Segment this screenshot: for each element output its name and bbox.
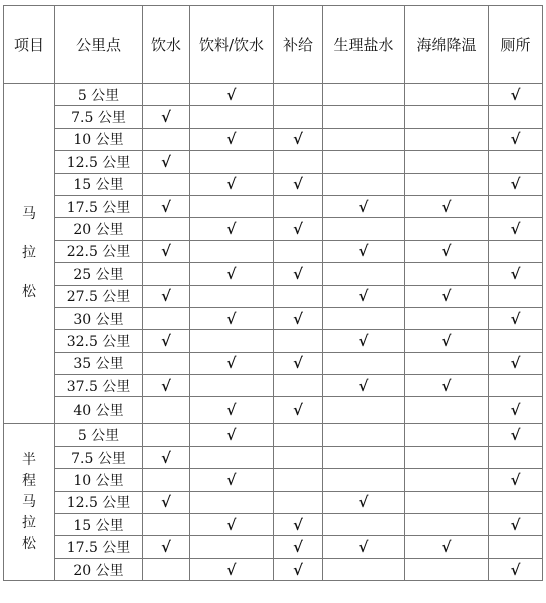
check-mark-icon: √ [161, 331, 171, 350]
water-cell [143, 240, 190, 262]
water-cell [143, 285, 190, 307]
saline-cell [323, 446, 405, 468]
toilet-cell [489, 375, 543, 397]
check-mark-icon: √ [510, 264, 521, 283]
sponge-cooling-cell [405, 424, 489, 446]
header-sponge-cooling: 海绵降温 [405, 6, 489, 84]
water-cell [143, 469, 190, 491]
saline-cell [323, 106, 405, 128]
sponge-cooling-cell [405, 375, 489, 397]
section-label-text: 马 拉 松 [22, 206, 36, 301]
km-point-cell: 20 公里 [55, 218, 143, 240]
saline-cell [323, 424, 405, 446]
sponge-cooling-cell [405, 446, 489, 468]
km-point-cell: 22.5 公里 [55, 240, 143, 262]
drinks-water-cell [190, 375, 274, 397]
header-supply: 补给 [274, 6, 323, 84]
check-mark-icon: √ [226, 515, 237, 534]
check-mark-icon: √ [293, 175, 303, 194]
km-point-cell: 37.5 公里 [55, 375, 143, 397]
check-mark-icon: √ [293, 264, 303, 283]
supply-cell [274, 173, 323, 195]
check-mark-icon: √ [510, 220, 521, 239]
check-mark-icon: √ [161, 287, 171, 306]
km-point-cell: 10 公里 [55, 128, 143, 150]
check-mark-icon: √ [510, 426, 521, 445]
drinks-water-cell [190, 536, 274, 558]
drinks-water-cell [190, 240, 274, 262]
drinks-water-cell [190, 128, 274, 150]
water-cell [143, 352, 190, 374]
table-row [4, 558, 543, 580]
table-row [4, 469, 543, 491]
check-mark-icon: √ [293, 354, 303, 373]
sponge-cooling-cell [405, 469, 489, 491]
sponge-cooling-cell [405, 558, 489, 580]
saline-cell [323, 218, 405, 240]
drinks-water-cell [190, 173, 274, 195]
check-mark-icon: √ [510, 354, 521, 373]
km-point-cell: 32.5 公里 [55, 330, 143, 352]
supply-cell [274, 375, 323, 397]
km-point-cell: 5 公里 [55, 84, 143, 106]
drinks-water-cell [190, 397, 274, 424]
drinks-water-cell [190, 330, 274, 352]
toilet-cell [489, 240, 543, 262]
header-saline: 生理盐水 [323, 6, 405, 84]
toilet-cell [489, 514, 543, 536]
header-drinks-water: 饮料/饮水 [190, 6, 274, 84]
water-cell [143, 514, 190, 536]
water-cell [143, 151, 190, 173]
sponge-cooling-cell [405, 514, 489, 536]
km-point-cell: 7.5 公里 [55, 446, 143, 468]
drinks-water-cell [190, 558, 274, 580]
check-mark-icon: √ [293, 309, 303, 328]
supply-cell [274, 195, 323, 217]
drinks-water-cell [190, 263, 274, 285]
toilet-cell [489, 469, 543, 491]
water-cell [143, 446, 190, 468]
water-cell [143, 218, 190, 240]
drinks-water-cell [190, 491, 274, 513]
sponge-cooling-cell [405, 285, 489, 307]
check-mark-icon: √ [226, 220, 237, 239]
check-mark-icon: √ [441, 197, 452, 216]
supply-cell [274, 307, 323, 329]
toilet-cell [489, 307, 543, 329]
km-point-cell: 10 公里 [55, 469, 143, 491]
water-cell [143, 195, 190, 217]
sponge-cooling-cell [405, 330, 489, 352]
table-row [4, 195, 543, 217]
water-cell [143, 106, 190, 128]
drinks-water-cell [190, 469, 274, 491]
water-cell [143, 330, 190, 352]
check-mark-icon: √ [226, 264, 237, 283]
check-mark-icon: √ [293, 401, 303, 420]
section-label-marathon [4, 84, 55, 424]
table-row [4, 352, 543, 374]
supply-cell [274, 128, 323, 150]
check-mark-icon: √ [161, 242, 171, 261]
check-mark-icon: √ [441, 242, 452, 261]
check-mark-icon: √ [358, 242, 369, 261]
check-mark-icon: √ [226, 309, 237, 328]
header-row [4, 6, 543, 84]
check-mark-icon: √ [226, 85, 237, 104]
supply-cell [274, 263, 323, 285]
toilet-cell [489, 285, 543, 307]
sponge-cooling-cell [405, 128, 489, 150]
drinks-water-cell [190, 424, 274, 446]
check-mark-icon: √ [358, 197, 369, 216]
saline-cell [323, 352, 405, 374]
check-mark-icon: √ [226, 426, 237, 445]
water-cell [143, 424, 190, 446]
supply-cell [274, 446, 323, 468]
check-mark-icon: √ [226, 401, 237, 420]
check-mark-icon: √ [510, 309, 521, 328]
table-row [4, 424, 543, 446]
table-row [4, 397, 543, 424]
supply-cell [274, 514, 323, 536]
check-mark-icon: √ [226, 470, 237, 489]
water-cell [143, 173, 190, 195]
supply-cell [274, 240, 323, 262]
sponge-cooling-cell [405, 307, 489, 329]
check-mark-icon: √ [358, 287, 369, 306]
saline-cell [323, 558, 405, 580]
saline-cell [323, 263, 405, 285]
drinks-water-cell [190, 307, 274, 329]
water-cell [143, 263, 190, 285]
drinks-water-cell [190, 285, 274, 307]
toilet-cell [489, 195, 543, 217]
sponge-cooling-cell [405, 84, 489, 106]
check-mark-icon: √ [226, 175, 237, 194]
toilet-cell [489, 151, 543, 173]
supply-cell [274, 84, 323, 106]
saline-cell [323, 469, 405, 491]
sponge-cooling-cell [405, 536, 489, 558]
supply-cell [274, 558, 323, 580]
saline-cell [323, 151, 405, 173]
drinks-water-cell [190, 514, 274, 536]
check-mark-icon: √ [226, 354, 237, 373]
drinks-water-cell [190, 352, 274, 374]
check-mark-icon: √ [358, 376, 369, 395]
toilet-cell [489, 536, 543, 558]
check-mark-icon: √ [510, 130, 521, 149]
toilet-cell [489, 558, 543, 580]
saline-cell [323, 375, 405, 397]
table-row [4, 446, 543, 468]
sponge-cooling-cell [405, 195, 489, 217]
km-point-cell: 30 公里 [55, 307, 143, 329]
check-mark-icon: √ [510, 175, 521, 194]
km-point-cell: 40 公里 [55, 397, 143, 424]
check-mark-icon: √ [510, 515, 521, 534]
header-project: 项目 [4, 6, 55, 84]
km-point-cell: 15 公里 [55, 173, 143, 195]
sponge-cooling-cell [405, 263, 489, 285]
saline-cell [323, 195, 405, 217]
supply-cell [274, 397, 323, 424]
table-row [4, 151, 543, 173]
saline-cell [323, 536, 405, 558]
supply-cell [274, 218, 323, 240]
supply-cell [274, 536, 323, 558]
table-row [4, 307, 543, 329]
saline-cell [323, 307, 405, 329]
check-mark-icon: √ [293, 130, 303, 149]
table-row [4, 375, 543, 397]
saline-cell [323, 330, 405, 352]
supply-cell [274, 469, 323, 491]
toilet-cell [489, 106, 543, 128]
saline-cell [323, 173, 405, 195]
check-mark-icon: √ [161, 538, 171, 557]
table-row [4, 514, 543, 536]
toilet-cell [489, 446, 543, 468]
saline-cell [323, 514, 405, 536]
water-cell [143, 558, 190, 580]
water-cell [143, 536, 190, 558]
sponge-cooling-cell [405, 106, 489, 128]
table-row [4, 285, 543, 307]
table-row [4, 240, 543, 262]
table-row [4, 330, 543, 352]
km-point-cell: 5 公里 [55, 424, 143, 446]
km-point-cell: 27.5 公里 [55, 285, 143, 307]
km-point-cell: 15 公里 [55, 514, 143, 536]
check-mark-icon: √ [293, 538, 303, 557]
sponge-cooling-cell [405, 151, 489, 173]
supply-cell [274, 330, 323, 352]
table-row [4, 173, 543, 195]
km-point-cell: 35 公里 [55, 352, 143, 374]
check-mark-icon: √ [441, 376, 452, 395]
toilet-cell [489, 173, 543, 195]
check-mark-icon: √ [441, 287, 452, 306]
check-mark-icon: √ [161, 197, 171, 216]
toilet-cell [489, 218, 543, 240]
water-cell [143, 397, 190, 424]
supply-cell [274, 491, 323, 513]
header-toilet: 厕所 [489, 6, 543, 84]
km-point-cell: 17.5 公里 [55, 195, 143, 217]
check-mark-icon: √ [226, 560, 237, 579]
km-point-cell: 17.5 公里 [55, 536, 143, 558]
check-mark-icon: √ [358, 493, 369, 512]
km-point-cell: 12.5 公里 [55, 491, 143, 513]
supply-cell [274, 151, 323, 173]
check-mark-icon: √ [358, 331, 369, 350]
toilet-cell [489, 491, 543, 513]
supply-station-table [3, 5, 543, 581]
check-mark-icon: √ [161, 493, 171, 512]
water-cell [143, 307, 190, 329]
check-mark-icon: √ [441, 331, 452, 350]
drinks-water-cell [190, 446, 274, 468]
check-mark-icon: √ [161, 108, 171, 127]
table-row [4, 106, 543, 128]
toilet-cell [489, 397, 543, 424]
water-cell [143, 375, 190, 397]
check-mark-icon: √ [510, 401, 521, 420]
water-cell [143, 84, 190, 106]
check-mark-icon: √ [226, 130, 237, 149]
sponge-cooling-cell [405, 218, 489, 240]
check-mark-icon: √ [161, 376, 171, 395]
section-label-text: 半 程 马 拉 松 [22, 451, 36, 552]
check-mark-icon: √ [161, 152, 171, 171]
check-mark-icon: √ [293, 560, 303, 579]
water-cell [143, 128, 190, 150]
header-water: 饮水 [143, 6, 190, 84]
drinks-water-cell [190, 218, 274, 240]
table-row [4, 536, 543, 558]
table-row [4, 128, 543, 150]
toilet-cell [489, 330, 543, 352]
sponge-cooling-cell [405, 491, 489, 513]
toilet-cell [489, 352, 543, 374]
table-row [4, 491, 543, 513]
toilet-cell [489, 424, 543, 446]
saline-cell [323, 128, 405, 150]
km-point-cell: 25 公里 [55, 263, 143, 285]
check-mark-icon: √ [510, 85, 521, 104]
km-point-cell: 12.5 公里 [55, 151, 143, 173]
water-cell [143, 491, 190, 513]
saline-cell [323, 491, 405, 513]
drinks-water-cell [190, 106, 274, 128]
toilet-cell [489, 84, 543, 106]
saline-cell [323, 397, 405, 424]
toilet-cell [489, 128, 543, 150]
drinks-water-cell [190, 151, 274, 173]
check-mark-icon: √ [510, 470, 521, 489]
table-row [4, 84, 543, 106]
section-label-half-marathon [4, 424, 55, 581]
check-mark-icon: √ [293, 515, 303, 534]
toilet-cell [489, 263, 543, 285]
sponge-cooling-cell [405, 397, 489, 424]
supply-cell [274, 106, 323, 128]
saline-cell [323, 240, 405, 262]
check-mark-icon: √ [441, 538, 452, 557]
check-mark-icon: √ [510, 560, 521, 579]
check-mark-icon: √ [293, 220, 303, 239]
saline-cell [323, 84, 405, 106]
supply-cell [274, 424, 323, 446]
km-point-cell: 20 公里 [55, 558, 143, 580]
header-km-point: 公里点 [55, 6, 143, 84]
supply-cell [274, 285, 323, 307]
drinks-water-cell [190, 195, 274, 217]
sponge-cooling-cell [405, 352, 489, 374]
table-row [4, 263, 543, 285]
saline-cell [323, 285, 405, 307]
supply-cell [274, 352, 323, 374]
check-mark-icon: √ [358, 538, 369, 557]
sponge-cooling-cell [405, 173, 489, 195]
km-point-cell: 7.5 公里 [55, 106, 143, 128]
table-row [4, 218, 543, 240]
drinks-water-cell [190, 84, 274, 106]
sponge-cooling-cell [405, 240, 489, 262]
check-mark-icon: √ [161, 448, 171, 467]
